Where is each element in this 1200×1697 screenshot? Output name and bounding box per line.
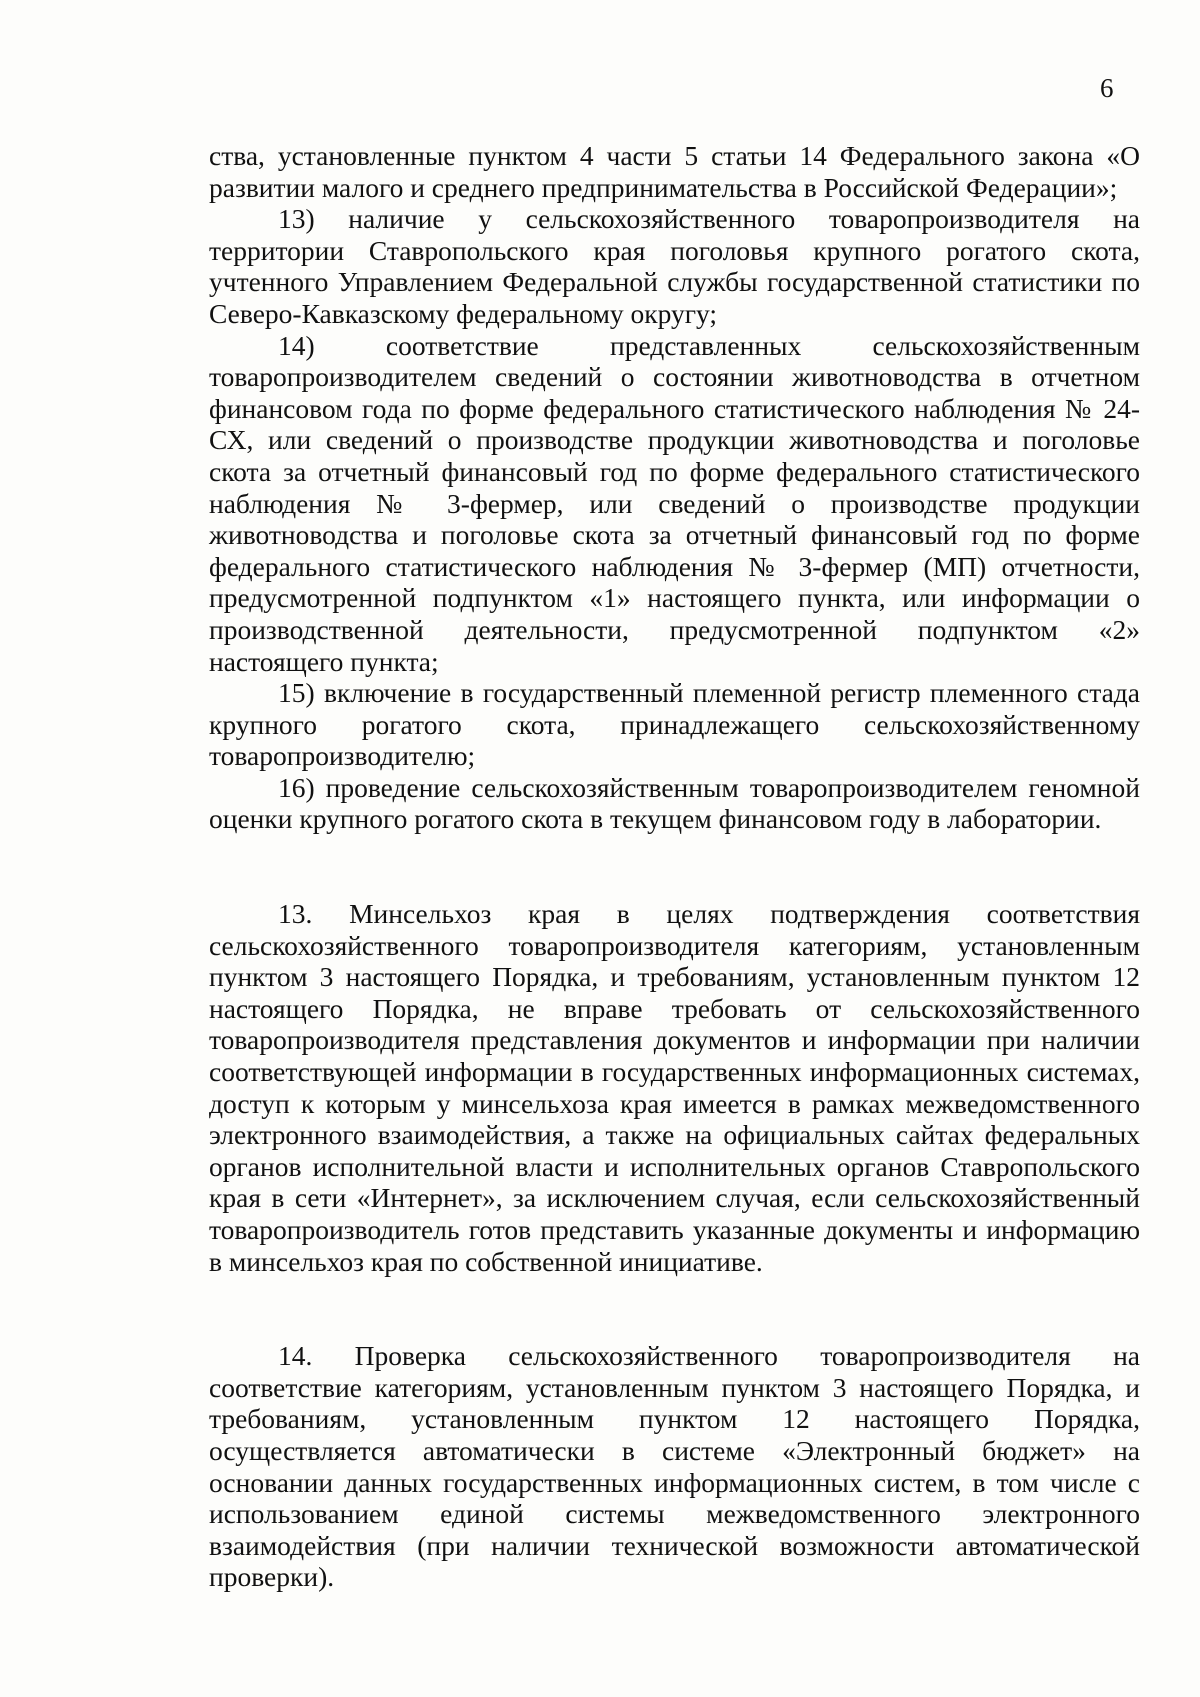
paragraph-item-14: 14) соответствие представленных сельскохозяйственным товаропроизводителем сведений о состоянии животноводства в отчетном финансовом года по форме федерального статистического наблюдения № 24-СХ, или сведений о производстве продукции животноводства и поголовье скота за отчетный финансовый год по форме федерального статистического наблюдения № 3-фермер, или сведений о производстве продукции животноводства и поголовье скота за отчетный финансовый год по форме федерального статистического наблюдения № 3-фермер (МП) отчетности, предусмотренной подпунктом «1» настоящего пункта, или информации о производственной деятельности, предусмотренной подпунктом «2» настоящего пункта;	[209, 329, 1140, 677]
text-section-top	[209, 140, 1140, 1593]
paragraph-item-16: 16) проведение сельскохозяйственным товаропроизводителем геномной оценки крупного рогатого скота в текущем финансовом году в лаборатории.	[209, 771, 1140, 835]
paragraph-clause-13: 13. Минсельхоз края в целях подтверждения соответствия сельскохозяйственного товаропроизводителя категориям, установленным пунктом 3 настоящего Порядка, и требованиям, установленным пунктом 12 настоящего Порядка, не вправе требовать от сельскохозяйственного товаропроизводителя представления документов и информации при наличии соответствующей информации в государственных информационных системах, доступ к которым у минсельхоза края имеется в рамках межведомственного электронного взаимодействия, а также на официальных сайтах федеральных органов исполнительной власти и исполнительных органов Ставропольского края в сети «Интернет», за исключением случая, если сельскохозяйственный товаропроизводитель готов представить указанные документы и информацию в минсельхоз края по собственной инициативе.	[209, 898, 1140, 1277]
page-number: 6	[1100, 73, 1114, 103]
section-spacer	[209, 1277, 1140, 1340]
paragraph-item-15: 15) включение в государственный племенной регистр племенного стада крупного рогатого скота, принадлежащего сельскохозяйственному товаропроизводителю;	[209, 677, 1140, 772]
paragraph-clause-14: 14. Проверка сельскохозяйственного товаропроизводителя на соответствие категориям, установленным пунктом 3 настоящего Порядка, и требованиям, установленным пунктом 12 настоящего Порядка, осуществляется автоматически в системе «Электронный бюджет» на основании данных государственных информационных систем, в том числе с использованием единой системы межведомственного электронного взаимодействия (при наличии технической возможности автоматической проверки).	[209, 1340, 1140, 1593]
paragraph-item-13: 13) наличие у сельскохозяйственного товаропроизводителя на территории Ставропольского края поголовья крупного рогатого скота, учтенного Управлением Федеральной службы государственной статистики по Северо-Кавказскому федеральному округу;	[209, 203, 1140, 329]
section-spacer	[209, 835, 1140, 898]
paragraph-continuation: ства, установленные пунктом 4 части 5 статьи 14 Федерального закона «О развитии малого и среднего предпринимательства в Российской Федерации»;	[209, 140, 1140, 203]
